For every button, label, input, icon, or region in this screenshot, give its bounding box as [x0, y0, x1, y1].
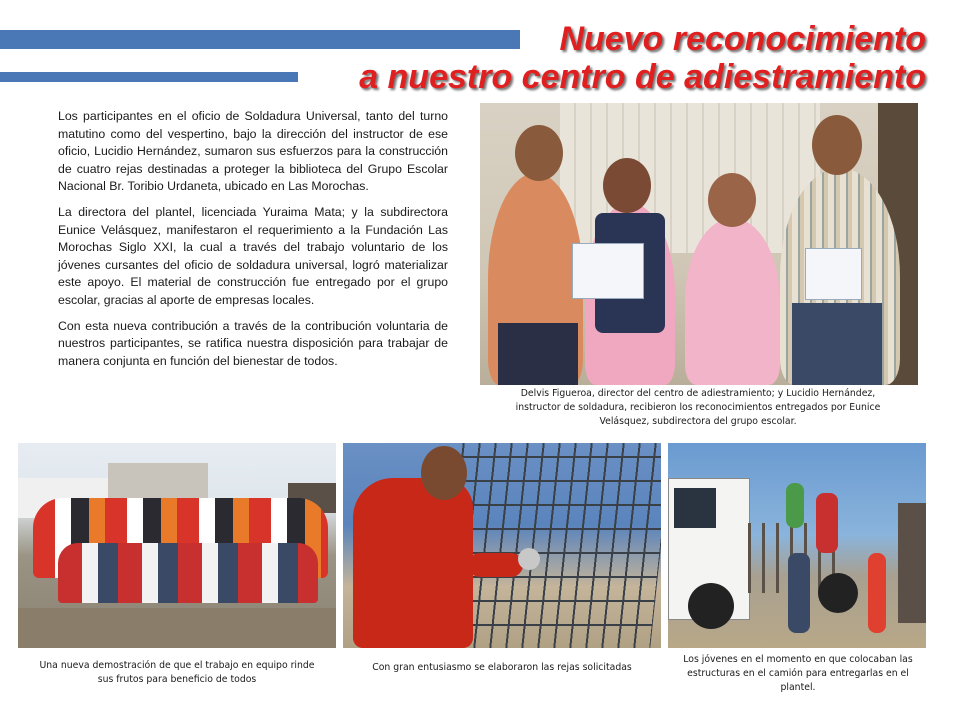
page-title-line1: Nuevo reconocimiento [559, 20, 926, 58]
photo-truck [668, 443, 926, 648]
article-paragraph-1: Los participantes en el oficio de Soldadura Universal, tanto del turno matutino como del vespertino, bajo la dirección del instructor de ese oficio, Lucidio Hernández, sumaron sus esfuerzos para la construcción de cuatro rejas destinadas a proteger la biblioteca del Grupo Escolar Nacional Br. Toribio Urdaneta, ubicado en Las Morochas. [58, 109, 448, 194]
photo-welding-caption: Con gran entusiasmo se elaboraron las rejas solicitadas [372, 662, 632, 673]
photo-group [18, 443, 336, 648]
photo-truck-caption: Los jóvenes en el momento en que colocaban las estructuras en el camión para entregarlas en el plantel. [683, 654, 913, 693]
page-title-line2: a nuestro centro de adiestramiento [359, 58, 926, 96]
photo-group-caption: Una nueva demostración de que el trabajo en equipo rinde sus frutos para beneficio de todos [39, 660, 315, 685]
photo-award-caption: Delvis Figueroa, director del centro de adiestramiento; y Lucidio Hernández, instructor de soldadura, recibieron los reconocimientos entregados por Eunice Velásquez, subdirectora del grupo escolar. [515, 388, 881, 427]
article-paragraph-2: La directora del plantel, licenciada Yuraima Mata; y la subdirectora Eunice Velásquez, manifestaron el requerimiento a la Fundación Las Morochas Siglo XXI, la cual a través del trabajo voluntario de los jóvenes cursantes del oficio de soldadura universal, logró materializar este apoyo. El material de construcción fue entregado por el grupo escolar, gracias al aporte de empresas locales. [58, 204, 448, 307]
header-accent-bar-bottom [0, 72, 298, 82]
article-body [58, 108, 448, 378]
photo-welding [343, 443, 661, 648]
header-accent-bar-top [0, 30, 520, 49]
photo-award-presentation [480, 103, 918, 385]
article-paragraph-3: Con esta nueva contribución a través de la contribución voluntaria de nuestros participantes, se ratifica nuestra disposición para trabajar de manera conjunta en función del bienestar de todos. [58, 318, 448, 368]
